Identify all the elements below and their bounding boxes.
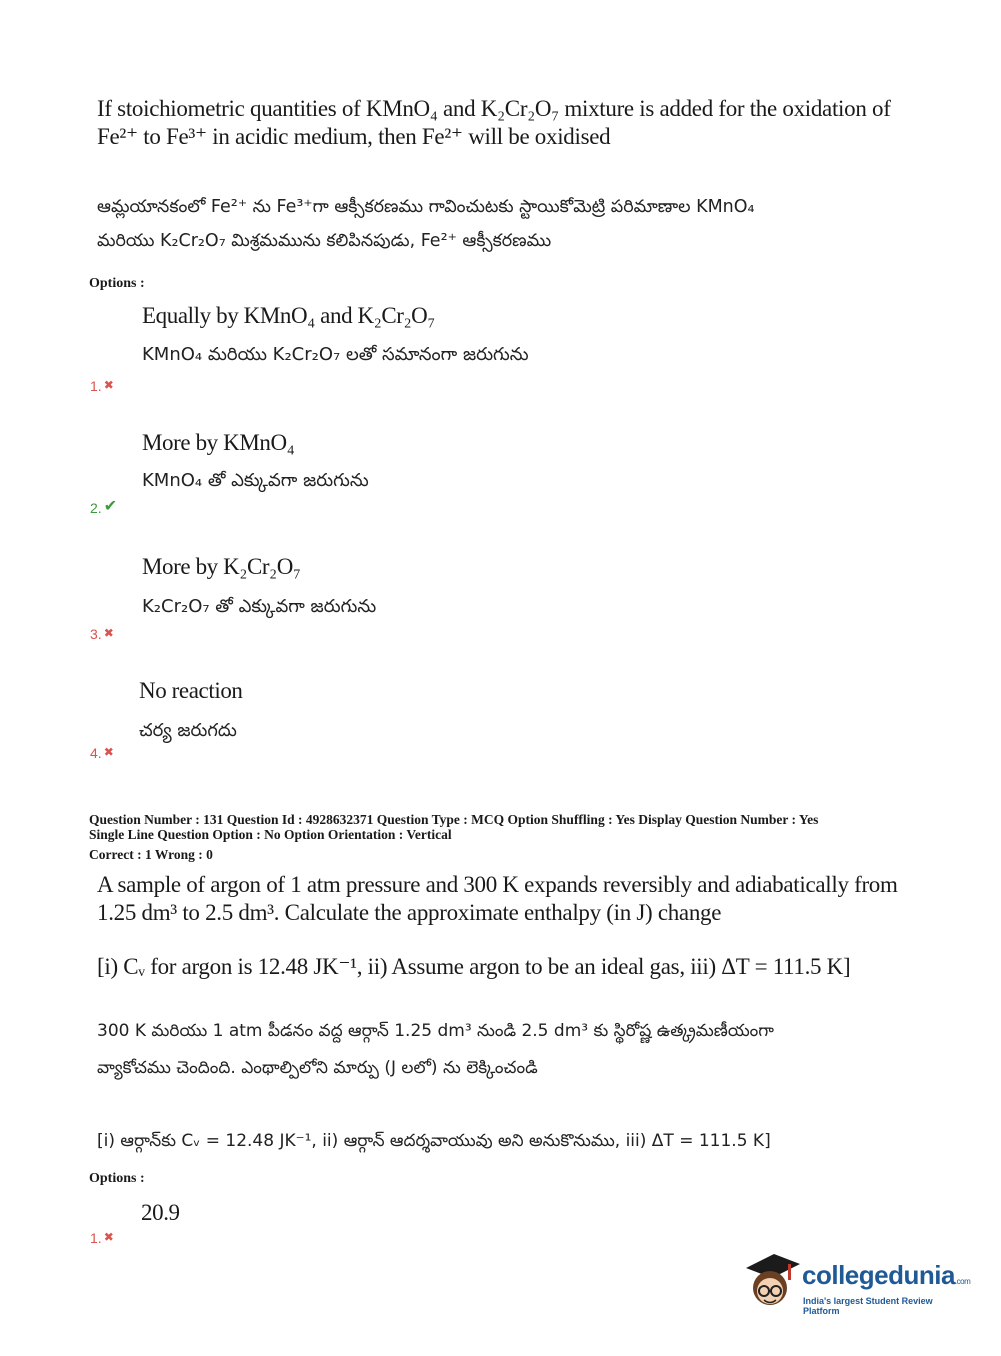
collegedunia-logo [740,1250,970,1320]
options-label: Options : [89,276,145,291]
question-text-line-2: Fe²⁺ to Fe³⁺ in acidic medium, then Fe²⁺ will be oxidised [97,124,611,149]
question-meta-line-3: Correct : 1 Wrong : 0 [89,847,213,862]
option-number: 1. [90,378,102,394]
mascot-icon [740,1250,802,1312]
option-number: 1. [90,1230,102,1246]
wrong-icon: ✖ [103,1230,114,1244]
option-2-telugu: KMnO₄ తో ఎక్కువగా జరుగును [142,470,369,491]
question-131-text-line-2: 1.25 dm³ to 2.5 dm³. Calculate the approximate enthalpy (in J) change [97,900,722,925]
option-1-telugu: KMnO₄ మరియు K₂Cr₂O₇ లతో సమానంగా జరుగును [142,344,529,365]
question-131-telugu-line-3: [i) ఆర్గాన్‌కు Cᵥ = 12.48 JK⁻¹, ii) ఆర్గాన్ ఆదర్శవాయువు అని అనుకొనుము, iii) ΔT = 111.5 K] [97,1131,771,1151]
option-1-english: Equally by KMnO₄ and K₂Cr₂O₇ [142,303,436,328]
question-meta-line-2: Single Line Question Option : No Option Orientation : Vertical [89,827,452,842]
question-131-telugu-line-1: 300 K మరియు 1 atm పీడనం వద్ద ఆర్గాన్ 1.25 dm³ నుండి 2.5 dm³ కు స్థిరోష్ణ ఉత్క్రమణీయంగా [97,1021,774,1041]
option-4-marker [90,745,114,761]
option-3-english: More by K₂Cr₂O₇ [142,554,301,579]
option-4-telugu: చర్య జరుగదు [139,720,237,741]
option-number: 2. [90,500,102,516]
wrong-icon: ✖ [103,745,114,759]
option-number: 3. [90,626,102,642]
q131-option-1-english: 20.9 [141,1200,180,1225]
check-icon: ✔ [103,498,118,515]
question-telugu-line-1: ఆమ్లయానకంలో Fe²⁺ ను Fe³⁺గా ఆక్సీకరణము గావించుటకు స్టాయికోమెట్రి పరిమాణాల KMnO₄ [97,197,755,217]
question-text-line-1: If stoichiometric quantities of KMnO₄ and K₂Cr₂O₇ mixture is added for the oxidation of [97,96,891,121]
option-4-english: No reaction [139,678,243,703]
question-131-text-line-3: [i) Cᵥ for argon is 12.48 JK⁻¹, ii) Assume argon to be an ideal gas, iii) ΔT = 111.5 K] [97,954,851,979]
question-131-text-line-1: A sample of argon of 1 atm pressure and 300 K expands reversibly and adiabatically from [97,872,898,897]
option-1-marker [90,378,114,394]
question-131-telugu-line-2: వ్యాకోచము చెందింది. ఎంథాల్పిలోని మార్పు (J లలో) ను లెక్కించండి [97,1058,538,1078]
question-meta-line-1: Question Number : 131 Question Id : 4928632371 Question Type : MCQ Option Shuffling : Yes Display Question Number : Yes [89,812,819,827]
brand-text: collegedunia [802,1260,955,1290]
option-number: 4. [90,745,102,761]
wrong-icon: ✖ [103,626,114,640]
brand-tagline: India's largest Student Review Platform [803,1296,933,1316]
option-2-marker [90,498,117,518]
brand-suffix: .com [954,1277,971,1286]
options-label: Options : [89,1171,145,1186]
brand-name [802,1260,970,1291]
question-telugu-line-2: మరియు K₂Cr₂O₇ మిశ్రమమును కలిపినపుడు, Fe²⁺ ఆక్సీకరణము [97,231,552,251]
wrong-icon: ✖ [103,378,114,392]
option-2-english: More by KMnO₄ [142,430,295,455]
q131-option-1-marker [90,1230,114,1246]
option-3-telugu: K₂Cr₂O₇ తో ఎక్కువగా జరుగును [142,596,377,617]
option-3-marker [90,626,114,642]
